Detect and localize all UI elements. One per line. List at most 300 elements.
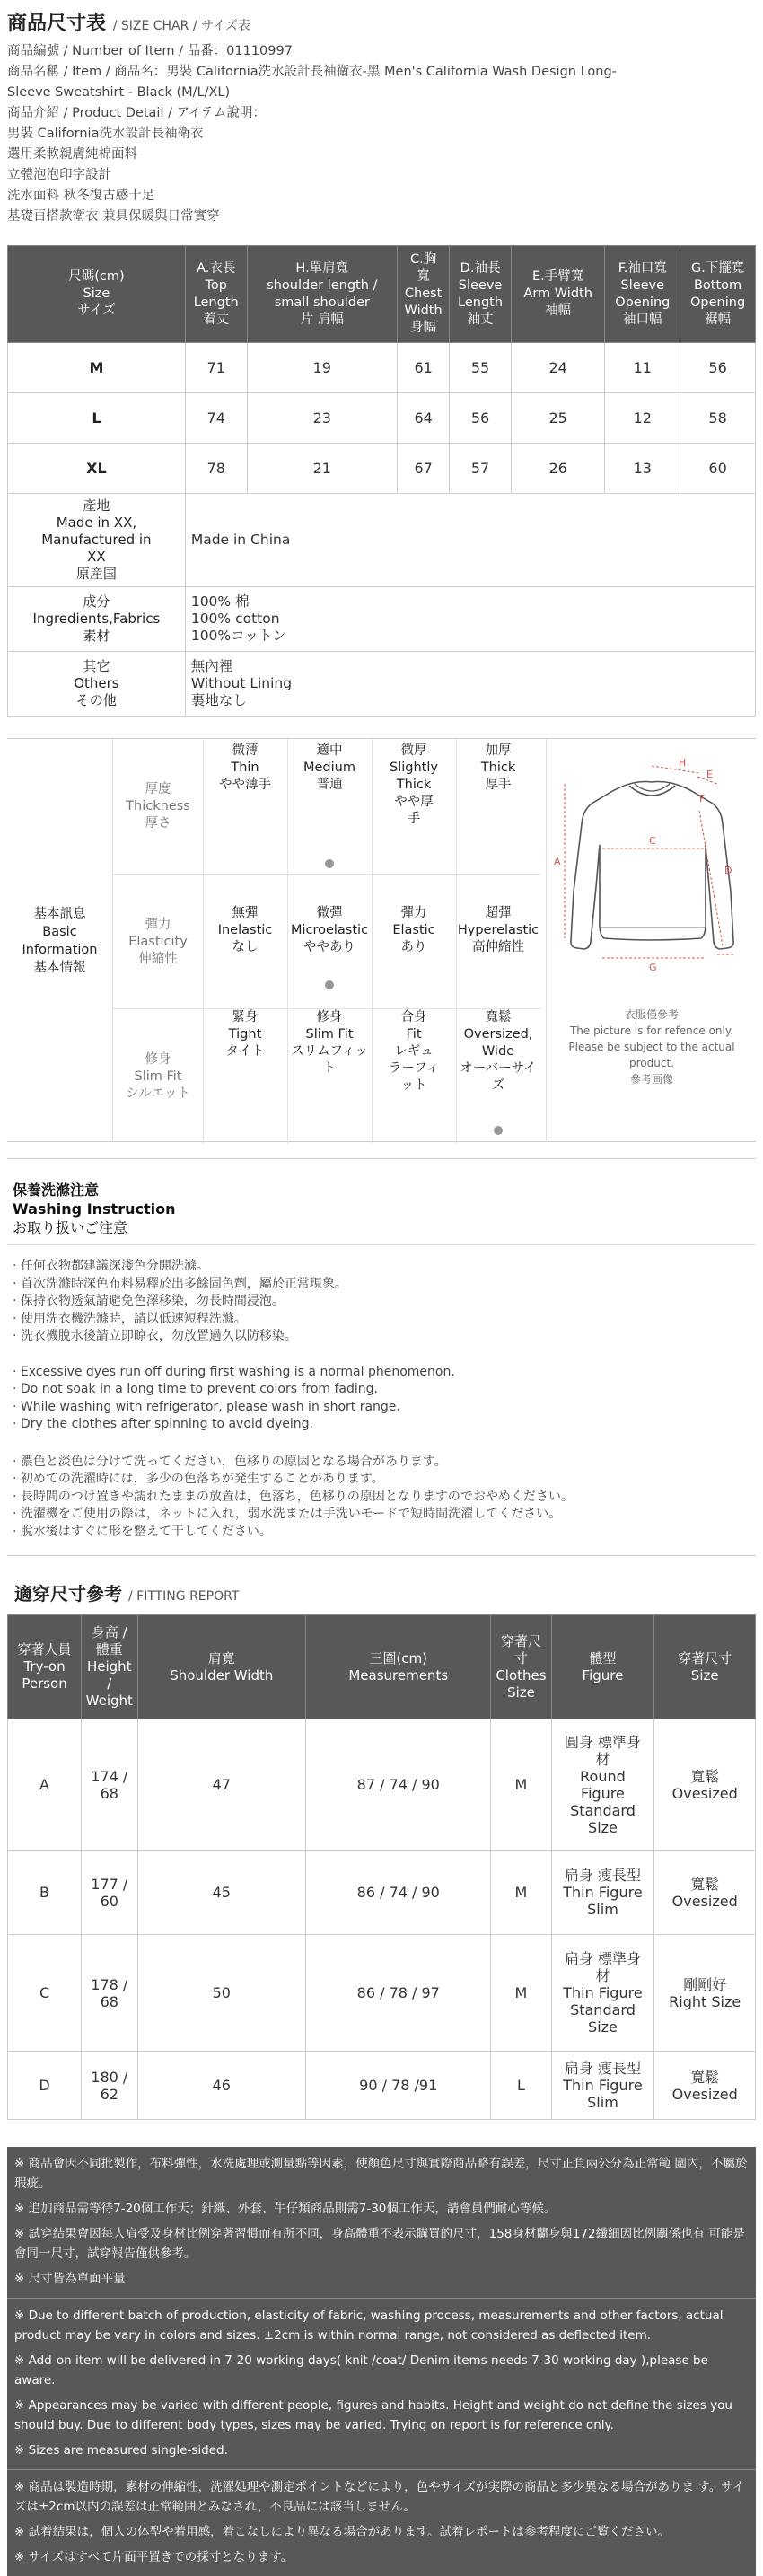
fitting-col-header-line: Shoulder Width (170, 1666, 274, 1684)
basic-info-label-line: 基本訊息 (33, 906, 86, 921)
size-name: L (8, 393, 186, 444)
option-text-jp: レギュ (394, 1044, 434, 1059)
option-text: Thick (396, 778, 432, 792)
fitting-col-header-line: / (107, 1675, 112, 1692)
fit-option (287, 1009, 372, 1077)
size-value: 24 (511, 343, 604, 393)
size-col-header (450, 246, 512, 343)
note-line: ※ 追加商品需等待7-20個工作天；針織、外套、牛仔類商品則需7-30個工作天，請會員們耐心等候。 (14, 2202, 557, 2216)
fitting-clothes-size: M (491, 1851, 551, 1935)
origin-row-label-line: Made in XX, (56, 514, 137, 531)
size-col-header (680, 246, 756, 343)
fitting-hw-line: 60 (100, 1892, 118, 1910)
option-text: 超彈 (485, 906, 512, 920)
option-text: 修身 (316, 1010, 343, 1024)
fitting-subtitle: / FITTING REPORT (127, 1589, 240, 1604)
elasticity-label-line: 伸縮性 (138, 951, 178, 966)
product-info-line: 洗水面料 秋冬復古感十足 (7, 189, 155, 203)
washing-title-en: Washing Instruction (13, 1200, 176, 1218)
fit-label-line: 修身 (145, 1051, 171, 1067)
fit-row (113, 1008, 540, 1143)
fitting-figure-line: Thin Figure (563, 1984, 643, 2001)
size-value: 13 (605, 444, 680, 494)
option-text-jp: オーバーサイ (460, 1061, 537, 1076)
option-text: Fit (406, 1027, 422, 1042)
fitting-measurements: 87 / 74 / 90 (306, 1719, 491, 1851)
size-col-header-line: Sleeve (620, 277, 665, 293)
others-row-label (8, 652, 186, 717)
fitting-height-weight (82, 1719, 137, 1851)
picture-note-line: product. (629, 1057, 674, 1069)
size-col-header-line: A.衣長 (197, 260, 236, 276)
thickness-option (203, 743, 287, 794)
option-text-jp: 手 (407, 812, 421, 826)
size-col-header-line: shoulder length / (267, 277, 378, 293)
fitting-figure-line: Size (588, 1818, 618, 1836)
size-name: XL (8, 444, 186, 494)
fitting-row (8, 1851, 756, 1935)
fitting-figure-line: Slim (587, 2094, 618, 2111)
washing-line: · 脫水後はすぐに形を整えて干してください。 (13, 1524, 272, 1539)
size-col-header-line: Top (205, 277, 227, 293)
note-line: ※ 商品會因不同批製作，布料彈性，水洗處理或測量點等因素，使顏色尺寸與實際商品略有誤差，尺寸正負兩公分為正常範 圍內，不屬於瑕疵。 (14, 2157, 748, 2191)
size-col-header-line: Arm Width (523, 286, 592, 301)
selected-indicator-dot (325, 980, 334, 989)
thickness-row (113, 739, 540, 874)
size-col-header (398, 246, 450, 343)
option-text: 寬鬆 (485, 1010, 512, 1024)
washing-line: · Do not soak in a long time to prevent colors from fading. (13, 1382, 378, 1396)
picture-note-line: The picture is for refence only. (569, 1024, 734, 1037)
size-name: M (8, 343, 186, 393)
fitting-figure-line: Standard (570, 2001, 636, 2018)
size-col-header-line: 寬 (417, 269, 430, 284)
others-row-value-line: 裏地なし (190, 692, 247, 708)
option-text: 合身 (400, 1010, 427, 1024)
fitting-fit (654, 2052, 756, 2120)
option-text: Oversized, (463, 1027, 533, 1042)
washing-zh-list (13, 1258, 750, 1346)
option-text: 無彈 (232, 906, 259, 920)
fitting-figure-line: 材 (595, 1750, 610, 1768)
fit-option (372, 1009, 456, 1095)
fitting-figure-line: Slim (587, 1901, 618, 1918)
thickness-option (456, 743, 540, 794)
option-text-jp: タイト (225, 1044, 265, 1059)
product-info-line: 商品介紹 / Product Detail / アイテム說明： (7, 106, 267, 120)
size-value: 56 (450, 393, 512, 444)
fitting-person: C (8, 1935, 82, 2052)
washing-title-jp: お取り扱いご注意 (13, 1219, 128, 1236)
option-text-jp: やや薄手 (219, 778, 271, 792)
size-value: 60 (680, 444, 756, 494)
fitting-col-header-line: Person (22, 1675, 67, 1692)
size-row (8, 444, 756, 494)
option-text: 微彈 (316, 906, 343, 920)
size-col-header-line: Width (404, 303, 443, 318)
fitting-fit-line: Right Size (669, 1992, 741, 2010)
elasticity-option (456, 905, 540, 956)
product-info-line: 商品編號 / Number of Item / 品番：01110997 (7, 44, 293, 58)
fabric-row-value-line: 100%コットン (190, 628, 286, 644)
fitting-shoulder: 46 (137, 2052, 306, 2120)
size-col-header (185, 246, 247, 343)
fitting-col-header-line: Size (690, 1666, 719, 1684)
fitting-clothes-size: L (491, 2052, 551, 2120)
option-text-jp: スリムフィッ (291, 1044, 368, 1059)
others-row-label-line: Others (74, 675, 119, 691)
fitting-figure-line: 圓身 標準身 (564, 1733, 641, 1751)
picture-note-line: Please be subject to the actual (568, 1041, 735, 1053)
fitting-figure-line: 扁身 瘦長型 (564, 1867, 641, 1884)
note-line: ※ 試着結果は，個人の体型や着用感，着こなしにより異なる場合があります。試着レポートは参考程度にご覧ください。 (14, 2525, 671, 2539)
fitting-col-header-line: Try-on (23, 1658, 66, 1675)
size-col-header-line: G.下擺寬 (690, 260, 745, 276)
fitting-title-text: 適穿尺寸參考 (14, 1583, 122, 1605)
option-text-jp: ト (322, 1061, 337, 1076)
note-line: ※ Sizes are measured single-sided. (14, 2443, 228, 2457)
fitting-measurements: 86 / 74 / 90 (306, 1851, 491, 1935)
option-text-jp: 厚手 (485, 778, 512, 792)
size-value: 21 (247, 444, 397, 494)
fitting-figure (551, 2052, 654, 2120)
fitting-col-header (137, 1615, 306, 1719)
fitting-hw-line: 68 (100, 1992, 118, 2010)
others-row (8, 652, 756, 717)
product-info-line: 選用柔軟親膚純棉面料 (7, 147, 137, 162)
fitting-row (8, 1935, 756, 2052)
thickness-label (113, 739, 203, 874)
size-value: 67 (398, 444, 450, 494)
size-col-header-line: 片 肩幅 (300, 312, 344, 327)
fitting-fit-line: 寬鬆 (690, 1875, 720, 1893)
fitting-shoulder: 50 (137, 1935, 306, 2052)
size-col-header-line: E.手臂寬 (532, 269, 584, 284)
fitting-shoulder: 47 (137, 1719, 306, 1851)
washing-line: · 長時間のつけ置きや濡れたままの放置は，色落ち，色移りの原因となりますのでおやめください。 (13, 1489, 574, 1504)
fitting-person: D (8, 2052, 82, 2120)
size-col-header-line: Chest (404, 286, 443, 301)
basic-info-label-line: Basic (42, 924, 77, 939)
fitting-fit-line: 寬鬆 (690, 2068, 720, 2086)
fabric-row (8, 587, 756, 652)
fitting-col-header-line: Figure (582, 1666, 624, 1684)
note-line: ※ サイズはすべて片面平置きでの採寸となります。 (14, 2550, 294, 2564)
washing-line: · 使用洗衣機洗滌時，請以低速短程洗滌。 (13, 1311, 247, 1326)
thickness-label-line: 厚さ (145, 815, 171, 831)
page-title (7, 9, 756, 41)
option-text-jp: ややあり (303, 940, 355, 954)
fitting-figure-line: 扁身 瘦長型 (564, 2060, 641, 2077)
fitting-clothes-size: M (491, 1935, 551, 2052)
fit-label-line: Slim Fit (134, 1068, 182, 1084)
size-table (7, 245, 756, 717)
option-text-jp: 高伸縮性 (472, 940, 524, 954)
washing-title-zh: 保養洗滌注意 (13, 1182, 100, 1199)
measure-h (652, 766, 699, 773)
option-text-jp: ズ (491, 1078, 505, 1093)
product-info-line: Sleeve Sweatshirt - Black (M/L/XL) (7, 85, 231, 100)
title-text: 商品尺寸表 (7, 13, 107, 35)
size-col-header-line: Bottom (693, 277, 742, 293)
product-header (0, 0, 763, 227)
fabric-row-value-line: 100% cotton (190, 611, 280, 627)
fitting-col-header-line: 肩寬 (207, 1649, 235, 1666)
option-text: Hyperelastic (457, 923, 539, 937)
fitting-person: A (8, 1719, 82, 1851)
fitting-fit-line: 剛剛好 (683, 1975, 727, 1993)
washing-line: · 首次洗滌時深色布料易釋於出多餘固色劑，屬於正常現象。 (13, 1276, 347, 1291)
fitting-figure-line: Size (588, 2018, 618, 2035)
size-col-header-line: 着丈 (203, 312, 230, 327)
fitting-col-header-line: 穿著尺寸 (678, 1649, 732, 1666)
option-text: Slim Fit (305, 1027, 354, 1042)
fabric-row-label-line: 成分 (83, 593, 110, 610)
origin-row-label-line: 原産国 (75, 566, 117, 582)
elasticity-label-line: Elasticity (128, 934, 188, 949)
note-line: ※ Add-on item will be delivered in 7-20 working days( knit /coat/ Denim items needs 7-30 working day ),please be aware. (14, 2353, 708, 2387)
washing-line: · 保持衣物透氣請避免色澤移染，勿長時間浸泡。 (13, 1294, 285, 1308)
option-text: Microelastic (290, 923, 369, 937)
size-value: 58 (680, 393, 756, 444)
fitting-hw-line: 68 (100, 1784, 118, 1802)
origin-row-label-line: XX (87, 549, 106, 565)
size-col-header-line: 身幅 (410, 321, 437, 335)
size-col-header-line: サイズ (77, 303, 116, 318)
option-text-jp: ット (400, 1078, 427, 1093)
fitting-fit-line: Ovesized (671, 1892, 738, 1910)
size-col-header-line: C.胸 (410, 252, 437, 267)
size-value: 78 (185, 444, 247, 494)
option-text: 微薄 (232, 743, 259, 758)
fitting-hw-line: 178 / (91, 1975, 128, 1993)
origin-row-label (8, 494, 186, 587)
fitting-figure (551, 1935, 654, 2052)
option-text: Slightly (390, 760, 438, 775)
size-col-header-line: 尺碼(cm) (68, 269, 125, 284)
size-col-header-line: F.袖口寬 (618, 260, 667, 276)
fitting-fit-line: Ovesized (671, 2085, 738, 2103)
washing-line: · 初めての洗濯時には，多少の色落ちが発生することがあります。 (13, 1472, 384, 1486)
option-text-jp: ラーフィ (388, 1061, 440, 1076)
note-line: ※ Due to different batch of production, elasticity of fabric, washing process, measurements and other factors, actual product may be vary in colors and sizes. ±2cm is within normal range, not considered as deflected item. (14, 2308, 724, 2343)
washing-line: · 洗濯機をご使用の際は，ネットに入れ，弱水洗または手洗いモードで短時間洗濯してください。 (13, 1507, 562, 1521)
diagram-label-f: F (699, 793, 706, 804)
fitting-col-header-line: Weight (85, 1692, 133, 1709)
note-line: ※ 尺寸皆為單面平量 (14, 2272, 126, 2286)
fitting-col-header-line: Height (86, 1658, 132, 1675)
fitting-measurements: 86 / 78 / 97 (306, 1935, 491, 2052)
fitting-hw-line: 62 (100, 2085, 118, 2103)
basic-info-panel (7, 738, 756, 1142)
size-value: 64 (398, 393, 450, 444)
diagram-label-c: C (649, 835, 656, 847)
fitting-col-header-line: 體型 (589, 1649, 617, 1666)
thickness-label-line: Thickness (126, 798, 190, 813)
size-table-body (8, 343, 756, 717)
option-text: Thin (231, 760, 259, 775)
fitting-measurements: 90 / 78 /91 (306, 2052, 491, 2120)
garment-diagram (546, 739, 756, 1142)
fitting-col-header (82, 1615, 137, 1719)
origin-row (8, 494, 756, 587)
elasticity-option (287, 905, 372, 956)
size-value: 57 (450, 444, 512, 494)
option-text: Elastic (392, 923, 435, 937)
size-col-header-line: Size (83, 286, 110, 301)
fabric-row-label-line: Ingredients,Fabrics (32, 611, 161, 627)
fitting-table-body (8, 1719, 756, 2120)
selected-indicator-dot (325, 859, 334, 868)
diagram-label-e: E (706, 769, 713, 780)
option-text: 緊身 (232, 1010, 259, 1024)
thickness-option (372, 743, 456, 828)
fitting-col-header-line: 寸 (513, 1649, 528, 1666)
elasticity-row (113, 874, 540, 1008)
washing-jp-list (13, 1454, 750, 1542)
fitting-col-header-line: 身高 / (91, 1624, 127, 1640)
option-text: Wide (481, 1044, 515, 1059)
notes-jp (7, 2470, 756, 2576)
fitting-figure (551, 1719, 654, 1851)
origin-row-label-line: 產地 (83, 497, 110, 514)
size-value: 19 (247, 343, 397, 393)
size-value: 25 (511, 393, 604, 444)
washing-line: · Dry the clothes after spinning to avoid dyeing. (13, 1417, 314, 1431)
fitting-col-header-line: 三圍(cm) (369, 1649, 428, 1666)
size-row (8, 393, 756, 444)
fitting-figure (551, 1851, 654, 1935)
fitting-height-weight (82, 2052, 137, 2120)
origin-row-label-line: Manufactured in (41, 532, 152, 548)
title-subtitle: / SIZE CHAR / サイズ表 (112, 19, 250, 33)
size-row (8, 343, 756, 393)
fitting-col-header-line: Size (507, 1684, 535, 1701)
notes-zh (7, 2147, 756, 2299)
fitting-fit (654, 1719, 756, 1851)
note-line: ※ 商品は製造時期，素材の伸縮性，洗濯処理や測定ポイントなどにより，色やサイズが実際の商品と多少異なる場合がありま す。サイズは±2cm以内の誤差は正常範囲とみなされ，不良品には該当しません。 (14, 2480, 745, 2514)
sweatshirt-diagram (547, 739, 757, 1008)
washing-instruction (7, 1158, 756, 1556)
size-col-header-line: small shoulder (274, 295, 370, 310)
basic-info-label (7, 739, 113, 1142)
fitting-fit (654, 1935, 756, 2052)
size-col-header-line: D.袖長 (460, 260, 501, 276)
fitting-col-header (8, 1615, 82, 1719)
fitting-figure-line: Figure (581, 1784, 625, 1802)
elasticity-label (113, 875, 203, 1009)
washing-title (7, 1159, 756, 1244)
diagram-label-d: D (724, 865, 732, 876)
size-col-header-line: 袖丈 (467, 312, 494, 327)
size-col-header-line: 袖口幅 (623, 312, 662, 327)
washing-line: · Excessive dyes run off during first washing is a normal phenomenon. (13, 1364, 455, 1379)
fit-option (203, 1009, 287, 1060)
fitting-col-header (551, 1615, 654, 1719)
diagram-label-a: A (554, 856, 561, 867)
fitting-shoulder: 45 (137, 1851, 306, 1935)
washing-en-list (13, 1364, 750, 1434)
size-value: 11 (605, 343, 680, 393)
product-info-line: 男裝 California洗水設計長袖衛衣 (7, 127, 204, 141)
size-value: 23 (247, 393, 397, 444)
size-col-header (605, 246, 680, 343)
washing-line: · While washing with refrigerator, please wash in short range. (13, 1399, 400, 1414)
others-row-value-line: 無內裡 (190, 658, 233, 674)
option-text: 適中 (316, 743, 343, 758)
size-col-header-line: Opening (615, 295, 671, 310)
option-text: Thick (480, 760, 516, 775)
fitting-fit-line: 寬鬆 (690, 1767, 720, 1785)
size-col-header-line: 袖幅 (545, 303, 572, 318)
size-col-header-line: Length (458, 295, 504, 310)
fitting-figure-line: 材 (595, 1967, 610, 1984)
notes-en (7, 2299, 756, 2470)
fitting-person: B (8, 1851, 82, 1935)
size-col-header (511, 246, 604, 343)
basic-info-label-line: Information (22, 942, 98, 957)
fabric-row-label-line: 素材 (83, 628, 110, 644)
option-text: Medium (303, 760, 355, 775)
fitting-col-header-line: 穿著人員 (17, 1641, 72, 1657)
origin-row-value: Made in China (185, 494, 755, 587)
fitting-col-header-line: 穿著尺 (500, 1632, 541, 1649)
fitting-clothes-size: M (491, 1719, 551, 1851)
fitting-figure-line: 扁身 標準身 (564, 1950, 641, 1967)
option-text-jp: やや厚 (394, 795, 434, 809)
fitting-col-header (491, 1615, 551, 1719)
others-row-value (185, 652, 755, 717)
washing-body (7, 1244, 756, 1555)
washing-line: · 濃色と淡色は分けて洗ってください，色移りの原因となる場合があります。 (13, 1454, 447, 1469)
fitting-fit-line: Ovesized (671, 1784, 738, 1802)
selected-indicator-dot (494, 1126, 503, 1135)
fitting-row (8, 2052, 756, 2120)
size-col-header (8, 246, 186, 343)
fitting-col-header (306, 1615, 491, 1719)
size-value: 55 (450, 343, 512, 393)
diagram-label-g: G (649, 962, 657, 973)
fitting-col-header-line: Measurements (348, 1666, 449, 1684)
size-table-header (8, 246, 756, 343)
fitting-row (8, 1719, 756, 1851)
size-col-header-line: 裾幅 (705, 312, 732, 327)
picture-note (552, 1007, 751, 1087)
fitting-col-header (654, 1615, 756, 1719)
fabric-row-value-line: 100% 棉 (190, 593, 250, 610)
picture-note-line: 參考画像 (629, 1073, 673, 1086)
size-col-header-line: Sleeve (458, 277, 503, 293)
fit-label-line: シルエット (126, 1086, 190, 1101)
fit-label (113, 1009, 203, 1144)
option-text: 彈力 (400, 906, 427, 920)
option-text-jp: あり (400, 940, 427, 954)
fitting-col-header-line: Clothes (496, 1666, 547, 1684)
option-text-jp: なし (232, 940, 259, 954)
others-row-label-line: その他 (75, 692, 117, 708)
thickness-option (287, 743, 372, 794)
option-text: 微厚 (400, 743, 427, 758)
fitting-figure-line: Thin Figure (563, 2077, 643, 2094)
size-value: 12 (605, 393, 680, 444)
fitting-height-weight (82, 1935, 137, 2052)
fit-option (456, 1009, 540, 1095)
fitting-figure-line: Round (580, 1767, 626, 1785)
thickness-label-line: 厚度 (145, 781, 171, 796)
note-line: ※ 試穿結果會因每人肩受及身材比例穿著習慣而有所不同，身高體重不表示購買的尺寸，158身材蘭身與172纖細因比例關係也有 可能是會同一尺寸，試穿報告僅供參考。 (14, 2227, 745, 2261)
size-col-header-line: Length (193, 295, 239, 310)
size-value: 56 (680, 343, 756, 393)
